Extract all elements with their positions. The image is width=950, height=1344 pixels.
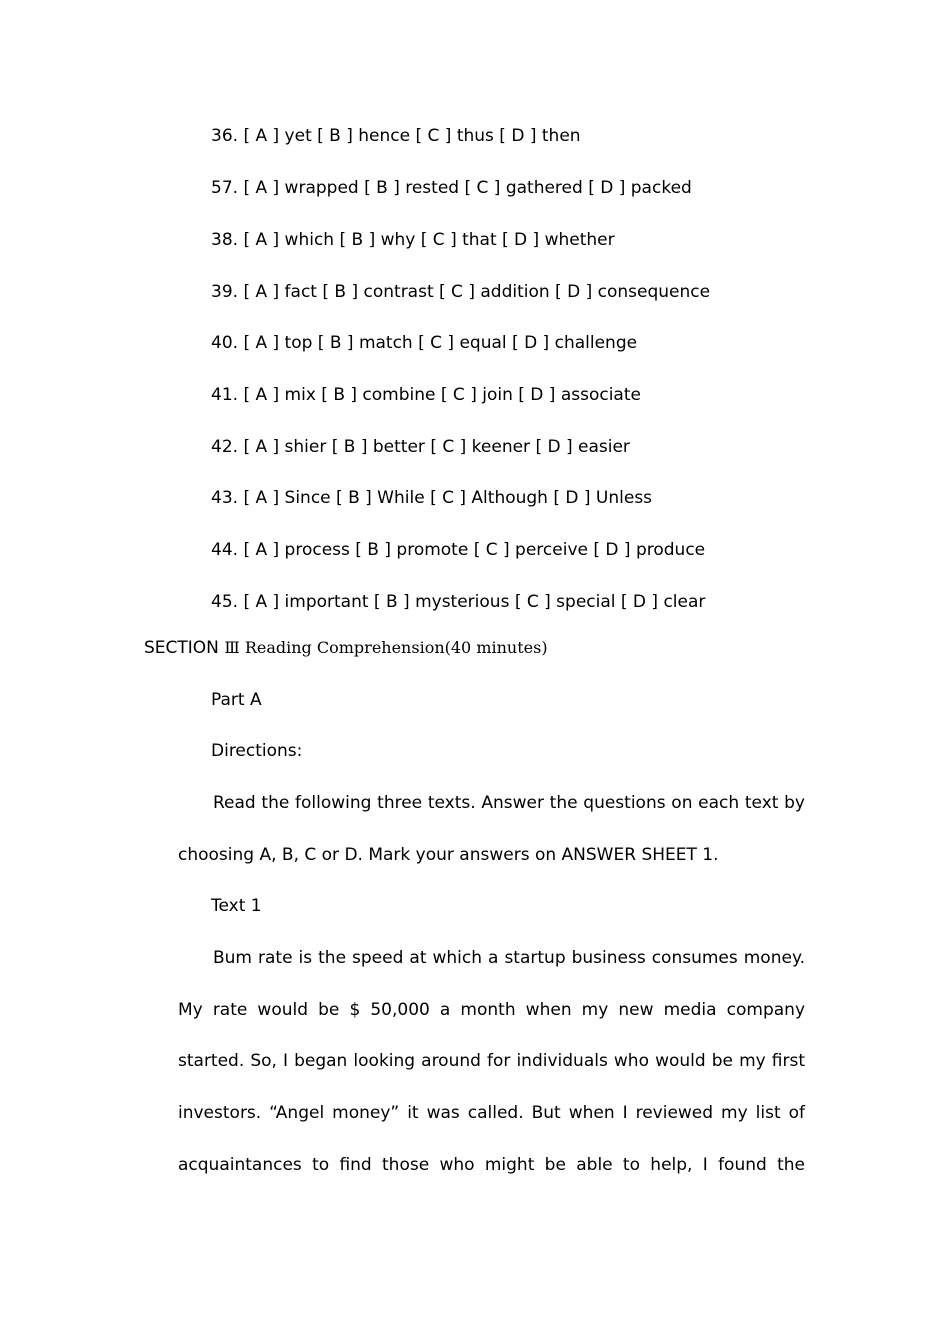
- text-heading: Text 1: [211, 896, 262, 916]
- option-line-37: 57. [ A ] wrapped [ B ] rested [ C ] gathered [ D ] packed: [211, 178, 692, 198]
- option-line-41: 41. [ A ] mix [ B ] combine [ C ] join [ D ] associate: [211, 385, 641, 405]
- directions-label: Directions:: [211, 741, 303, 761]
- directions-line-2: choosing A, B, C or D. Mark your answers on ANSWER SHEET 1.: [178, 845, 719, 865]
- option-line-42: 42. [ A ] shier [ B ] better [ C ] keener [ D ] easier: [211, 437, 630, 457]
- option-line-44: 44. [ A ] process [ B ] promote [ C ] perceive [ D ] produce: [211, 540, 706, 560]
- passage-line-5: acquaintances to find those who might be able to help, I found the: [178, 1155, 805, 1175]
- section-label: SECTION: [144, 638, 219, 658]
- passage-line-4: investors. “Angel money” it was called. But when I reviewed my list of: [178, 1103, 805, 1123]
- passage-line-2: My rate would be $ 50,000 a month when my new media company: [178, 1000, 805, 1020]
- option-line-40: 40. [ A ] top [ B ] match [ C ] equal [ D ] challenge: [211, 333, 638, 353]
- option-line-38: 38. [ A ] which [ B ] why [ C ] that [ D ] whether: [211, 230, 615, 250]
- option-line-36: 36. [ A ] yet [ B ] hence [ C ] thus [ D ] then: [211, 126, 581, 146]
- option-line-43: 43. [ A ] Since [ B ] While [ C ] Although [ D ] Unless: [211, 488, 653, 508]
- option-line-45: 45. [ A ] important [ B ] mysterious [ C ] special [ D ] clear: [211, 592, 706, 612]
- directions-line-1: Read the following three texts. Answer the questions on each text by: [213, 793, 805, 813]
- passage-line-1: Bum rate is the speed at which a startup business consumes money.: [213, 948, 805, 968]
- section-title: Ⅲ Reading Comprehension(40 minutes): [224, 638, 548, 657]
- passage-line-3: started. So, I began looking around for individuals who would be my first: [178, 1051, 805, 1071]
- section-heading: [144, 637, 548, 659]
- option-line-39: 39. [ A ] fact [ B ] contrast [ C ] addition [ D ] consequence: [211, 282, 711, 302]
- part-heading: Part A: [211, 690, 262, 710]
